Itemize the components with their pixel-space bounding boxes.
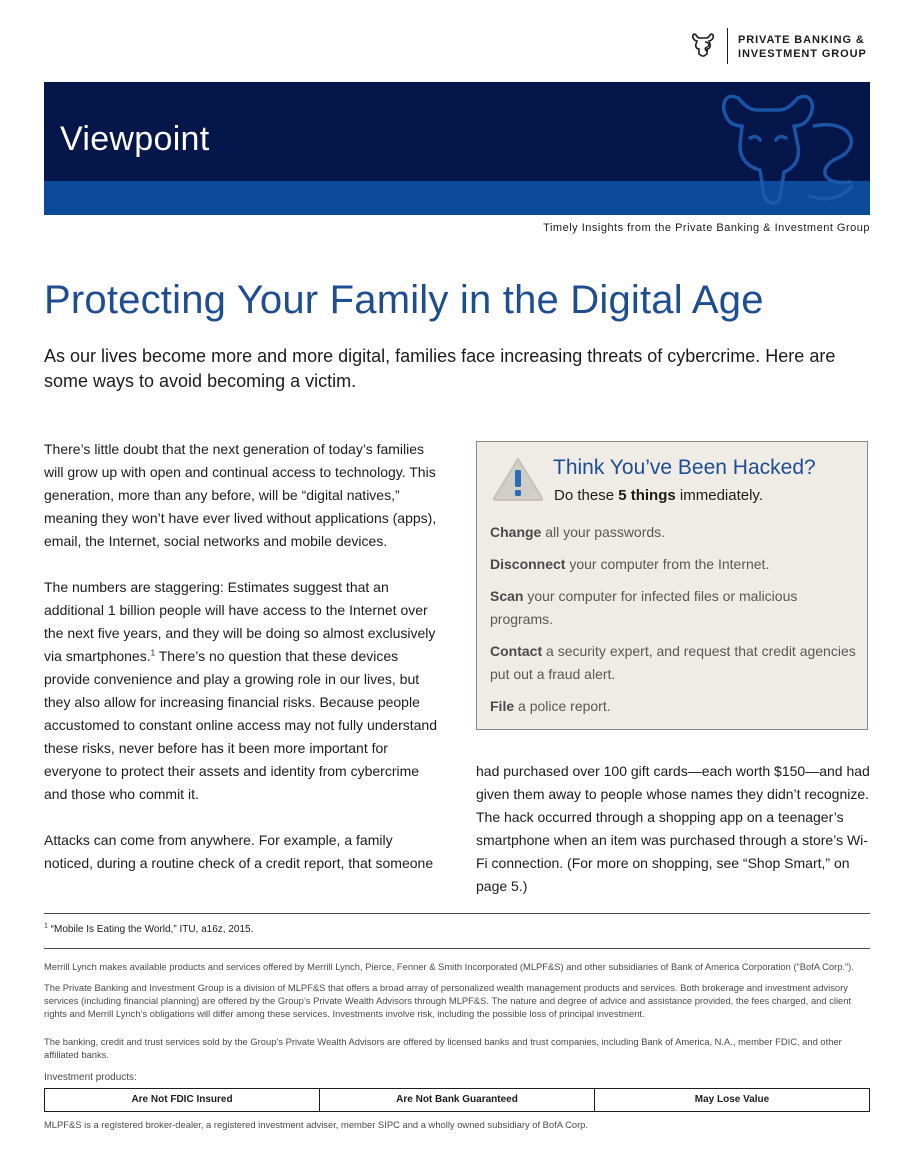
- footnote-rule-top: [44, 913, 870, 914]
- step-text: your computer from the Internet.: [565, 556, 770, 572]
- step-contact: [490, 640, 858, 686]
- investment-products-label: Investment products:: [44, 1072, 137, 1083]
- not-fdic-insured-cell: Are Not FDIC Insured: [131, 1094, 233, 1105]
- article-headline: Protecting Your Family in the Digital Age: [44, 278, 764, 322]
- hacked-callout-box: [476, 441, 868, 730]
- step-scan: [490, 585, 858, 631]
- article-right-column: [476, 760, 876, 898]
- step-file: [490, 695, 858, 718]
- bull-logo-icon: [690, 32, 716, 58]
- banner-tagline: Timely Insights from the Private Banking & Investment Group: [543, 222, 870, 234]
- callout-title: Think You’ve Been Hacked?: [553, 456, 816, 479]
- viewpoint-banner: [44, 82, 870, 215]
- step-text: your computer for infected files or malicious programs.: [490, 588, 798, 627]
- paragraph-3: Attacks can come from anywhere. For example, a family noticed, during a routine check of a credit report, that someone: [44, 832, 434, 871]
- disclosure-merrill: Merrill Lynch makes available products and services offered by Merrill Lynch, Pierce, Fenner & Smith Incorporated (MLPF&S) and other subsidiaries of Bank of America Corporation (“BofA Corp.”).: [44, 961, 854, 972]
- banner-title: Viewpoint: [60, 120, 210, 158]
- step-change: [490, 521, 858, 544]
- not-bank-guaranteed-cell: Are Not Bank Guaranteed: [319, 1089, 594, 1111]
- footnote: [44, 924, 253, 935]
- callout-steps: [490, 521, 858, 727]
- logo-wordmark: [738, 33, 867, 61]
- callout-subtitle-prefix: Do these: [554, 487, 619, 504]
- mlpf-disclosure: MLPF&S is a registered broker-dealer, a registered investment adviser, member SIPC and a wholly owned subsidiary of BofA Corp.: [44, 1119, 589, 1130]
- paragraph-1: There’s little doubt that the next generation of today’s families will grow up with open and continual access to technology. This generation, more than any before, will be “digital natives,” meaning they won’t have ever lived without applications (apps), email, the Internet, social networks and mobile devices.: [44, 441, 437, 549]
- logo-divider: [727, 28, 728, 64]
- step-text: a security expert, and request that credit agencies put out a fraud alert.: [490, 643, 856, 682]
- article-subhead: As our lives become more and more digital, families face increasing threats of cybercrime. Here are some ways to avoid becoming a victim.: [44, 346, 836, 391]
- paragraph-2-text-b: There’s no question that these devices provide convenience and play a growing role in our lives, but they also allow for increasing financial risks. Because people accustomed to constant online access may not fully understand these risks, never before has it been more important for everyone to protect their assets and identity from cybercrime and those who commit it.: [44, 648, 437, 802]
- disclosure-pbig: The Private Banking and Investment Group is a division of MLPF&S that offers a broad array of personalized wealth management products and services. Both brokerage and investment advisory services (including financial planning) are offered by the Group’s Private Wealth Advisors through MLPF&S. The nature and degree of advice and assistance provided, the fees charged, and client rights and Merrill Lynch’s obligations will differ among these services. Investments involve risk, including the possible loss of principal investment.: [44, 982, 852, 1019]
- investment-products-table: [44, 1088, 870, 1112]
- callout-subtitle-bold: 5 things: [618, 487, 676, 504]
- footnote-rule-bottom: [44, 948, 870, 949]
- bull-watermark-icon: [714, 86, 864, 214]
- step-verb: Disconnect: [490, 556, 566, 572]
- footnote-text: “Mobile Is Eating the World,” ITU, a16z, 2015.: [47, 924, 254, 935]
- step-disconnect: [490, 553, 858, 576]
- article-left-column: [44, 438, 444, 875]
- step-text: a police report.: [514, 698, 611, 714]
- step-text: all your passwords.: [541, 524, 666, 540]
- paragraph-2-text-a: The numbers are staggering: Estimates suggest that an additional 1 billion people will have access to the Internet over the next five years, and they will be doing so almost exclusively via smartphones.: [44, 579, 436, 664]
- paragraph-2: [44, 576, 444, 806]
- paragraph-3-continued: had purchased over 100 gift cards—each worth $150—and had given them away to people whose names they didn’t recognize. The hack occurred through a shopping app on a teenager’s smartphone when an item was purchased through a store’s Wi-Fi connection. (For more on shopping, see “Shop Smart,” on page 5.): [476, 763, 870, 894]
- footnote-ref: 1: [150, 648, 156, 658]
- step-verb: Change: [490, 524, 542, 540]
- logo-line-1: PRIVATE BANKING &: [738, 34, 865, 46]
- step-verb: Scan: [490, 588, 524, 604]
- step-verb: Contact: [490, 643, 543, 659]
- may-lose-value-cell: May Lose Value: [594, 1089, 869, 1111]
- logo-line-2: INVESTMENT GROUP: [738, 48, 867, 60]
- step-verb: File: [490, 698, 515, 714]
- disclosure-banking: The banking, credit and trust services sold by the Group’s Private Wealth Advisors are offered by licensed banks and trust companies, including Bank of America, N.A., member FDIC, and other affiliated banks.: [44, 1036, 842, 1060]
- callout-subtitle-suffix: immediately.: [675, 487, 763, 504]
- callout-subtitle: [554, 487, 763, 504]
- footnote-number: 1: [44, 922, 48, 930]
- warning-triangle-icon: [491, 456, 545, 502]
